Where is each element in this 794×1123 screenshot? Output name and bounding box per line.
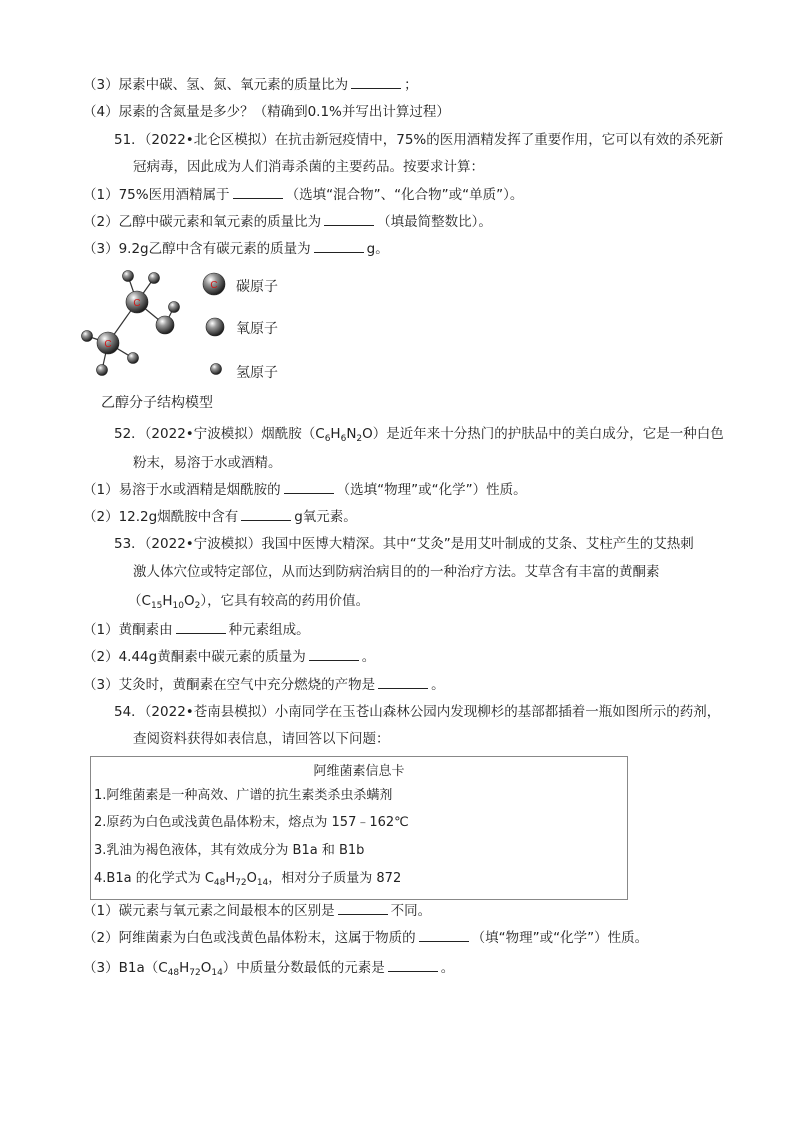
- q51-part3-end: g。: [366, 241, 389, 257]
- q54-part3: [83, 959, 454, 977]
- q52-part1: [83, 481, 527, 499]
- q54-part2-end: （填“物理”或“化学”）性质。: [471, 930, 649, 946]
- carbon-atom-label: C: [133, 298, 141, 309]
- q51-part2-end: （填最简整数比）。: [377, 214, 492, 230]
- q53-stem-text: H: [162, 593, 173, 609]
- legend-carbon-icon: [201, 271, 227, 297]
- answer-blank[interactable]: [351, 76, 401, 89]
- q52-stem-line1: [114, 425, 724, 443]
- subscript: 14: [211, 968, 223, 978]
- answer-blank[interactable]: [314, 240, 364, 253]
- hydrogen-atom: [123, 271, 134, 282]
- hydrogen-atom: [97, 365, 108, 376]
- answer-blank[interactable]: [309, 648, 359, 661]
- legend-carbon-label: 碳原子: [236, 279, 278, 295]
- card-text: 4.B1a 的化学式为 C: [94, 871, 214, 886]
- q53-part3-end: 。: [431, 677, 445, 693]
- hydrogen-atom: [149, 273, 160, 284]
- figure-caption: 乙醇分子结构模型: [101, 395, 213, 411]
- q51-part1-text: （1）75%医用酒精属于: [83, 187, 230, 203]
- answer-blank[interactable]: [419, 929, 469, 942]
- q53-part2: [83, 648, 375, 666]
- q52-stem-text: H: [330, 426, 341, 442]
- q54-part1: [83, 902, 431, 920]
- q52-stem-line2: 粉末，易溶于水或酒精。: [133, 455, 282, 471]
- q53-part3: [83, 676, 445, 694]
- q53-stem-line2: 激人体穴位或特定部位，从而达到防病治病目的的一种治疗方法。艾草含有丰富的黄酮素: [133, 564, 660, 580]
- q53-stem-text: （C: [128, 593, 151, 609]
- legend-oxygen-icon: [203, 315, 227, 339]
- answer-blank[interactable]: [241, 508, 291, 521]
- subscript: 48: [167, 968, 180, 978]
- card-text: ，相对分子质量为 872: [268, 871, 402, 886]
- subscript: 2: [356, 434, 363, 444]
- q54-part3-text: ）中质量分数最低的元素是: [222, 960, 385, 976]
- subscript: 6: [324, 434, 331, 444]
- q54-part3-end: 。: [440, 960, 455, 976]
- q52-part1-text: （1）易溶于水或酒精是烟酰胺的: [83, 482, 281, 498]
- answer-blank[interactable]: [378, 676, 428, 689]
- q54-part2: [83, 929, 648, 947]
- q53-part1-end: 种元素组成。: [228, 622, 310, 638]
- subscript: 72: [235, 878, 247, 888]
- subscript: 10: [172, 601, 184, 611]
- hydrogen-atom: [128, 353, 139, 364]
- q53-part1: [83, 621, 310, 639]
- card-line-4: [94, 870, 401, 888]
- legend-hydrogen-icon: [208, 361, 224, 377]
- subscript: 72: [189, 968, 201, 978]
- q53-part2-text: （2）4.44g黄酮素中碳元素的质量为: [83, 649, 306, 665]
- answer-blank[interactable]: [338, 902, 388, 915]
- legend-hydrogen-label: 氢原子: [236, 365, 278, 381]
- q54-part1-text: （1）碳元素与氧元素之间最根本的区别是: [83, 903, 335, 919]
- q51-stem-line2: 冠病毒，因此成为人们消毒杀菌的主要药品。按要求计算：: [133, 159, 484, 175]
- q54-part3-text: （3）B1a（C: [83, 960, 168, 976]
- q53-stem-line1: 53．（2022•宁波模拟）我国中医博大精深。其中“艾灸”是用艾叶制成的艾条、艾柱产生的艾热刺: [114, 536, 694, 552]
- q54-part3-text: H: [179, 960, 190, 976]
- carbon-atom-label: C: [210, 280, 218, 291]
- q52-part2-end: g氧元素。: [294, 509, 357, 525]
- q54-stem-line2: 查阅资料获得如表信息，请回答以下问题：: [133, 731, 390, 747]
- hydrogen-atom: [82, 331, 93, 342]
- q52-stem-text: O）是近年来十分热门的护肤品中的美白成分，它是一种白色: [362, 426, 724, 442]
- card-line-1: 1.阿维菌素是一种高效、广谱的抗生素类杀虫杀螨剂: [94, 788, 393, 803]
- q50-part4: （4）尿素的含氮量是多少？（精确到0.1%并写出计算过程）: [83, 104, 450, 120]
- q53-stem-text: O: [184, 593, 195, 609]
- subscript: 2: [194, 601, 201, 611]
- ethanol-molecule-model: [70, 262, 200, 382]
- card-title: 阿维菌素信息卡: [313, 764, 405, 779]
- answer-blank[interactable]: [284, 481, 334, 494]
- q51-part3-text: （3）9.2g乙醇中含有碳元素的质量为: [83, 241, 311, 257]
- q54-stem-line1: 54．（2022•苍南县模拟）小南同学在玉苍山森林公园内发现柳杉的基部都插着一瓶如图所示的药剂，: [114, 704, 721, 720]
- q53-part1-text: （1）黄酮素由: [83, 622, 173, 638]
- q51-part2-text: （2）乙醇中碳元素和氧元素的质量比为: [83, 214, 322, 230]
- answer-blank[interactable]: [176, 621, 226, 634]
- card-line-2: 2.原药为白色或浅黄色晶体粉末，熔点为 157﹣162℃: [94, 815, 409, 830]
- card-line-3: 3.乳油为褐色液体，其有效成分为 B1a 和 B1b: [94, 843, 365, 858]
- q52-stem-text: 52．（2022•宁波模拟）烟酰胺（C: [114, 426, 325, 442]
- subscript: 6: [340, 434, 347, 444]
- q51-stem-line1: 51．（2022•北仑区模拟）在抗击新冠疫情中，75%的医用酒精发挥了重要作用，它可以有效的杀死新: [114, 132, 724, 148]
- answer-blank[interactable]: [324, 213, 374, 226]
- q54-part1-end: 不同。: [390, 903, 432, 919]
- oxygen-atom: [156, 316, 174, 334]
- q51-part1: [83, 186, 523, 204]
- q51-part1-end: （选填“混合物”、“化合物”或“单质”）。: [285, 187, 524, 203]
- q53-part2-end: 。: [361, 649, 376, 665]
- answer-blank[interactable]: [233, 186, 283, 199]
- card-text: H: [225, 871, 236, 886]
- q52-part2-text: （2）12.2g烟酰胺中含有: [83, 509, 239, 525]
- hydrogen-atom: [169, 302, 180, 313]
- answer-blank[interactable]: [388, 959, 438, 972]
- subscript: 14: [256, 878, 269, 888]
- subscript: 15: [150, 601, 163, 611]
- card-text: O: [246, 871, 257, 886]
- q53-stem-line3: [128, 592, 369, 610]
- q52-part1-end: （选填“物理”或“化学”）性质。: [336, 482, 527, 498]
- q53-stem-text: ），它具有较高的药用价值。: [200, 593, 370, 609]
- q50-part3-text: （3）尿素中碳、氢、氮、氧元素的质量比为: [83, 77, 349, 93]
- q51-part3: [83, 240, 389, 258]
- q52-stem-text: N: [346, 426, 357, 442]
- q53-part3-text: （3）艾灸时，黄酮素在空气中充分燃烧的产物是: [83, 677, 376, 693]
- avermectin-info-card: [90, 756, 628, 900]
- q52-part2: [83, 508, 357, 526]
- q50-part3: [83, 76, 418, 94]
- legend-oxygen-label: 氧原子: [236, 321, 278, 337]
- q50-part3-end: ；: [404, 77, 418, 93]
- q54-part3-text: O: [200, 960, 212, 976]
- carbon-atom-label: C: [104, 339, 112, 350]
- q51-part2: [83, 213, 492, 231]
- subscript: 48: [213, 878, 226, 888]
- q54-part2-text: （2）阿维菌素为白色或浅黄色晶体粉末，这属于物质的: [83, 930, 416, 946]
